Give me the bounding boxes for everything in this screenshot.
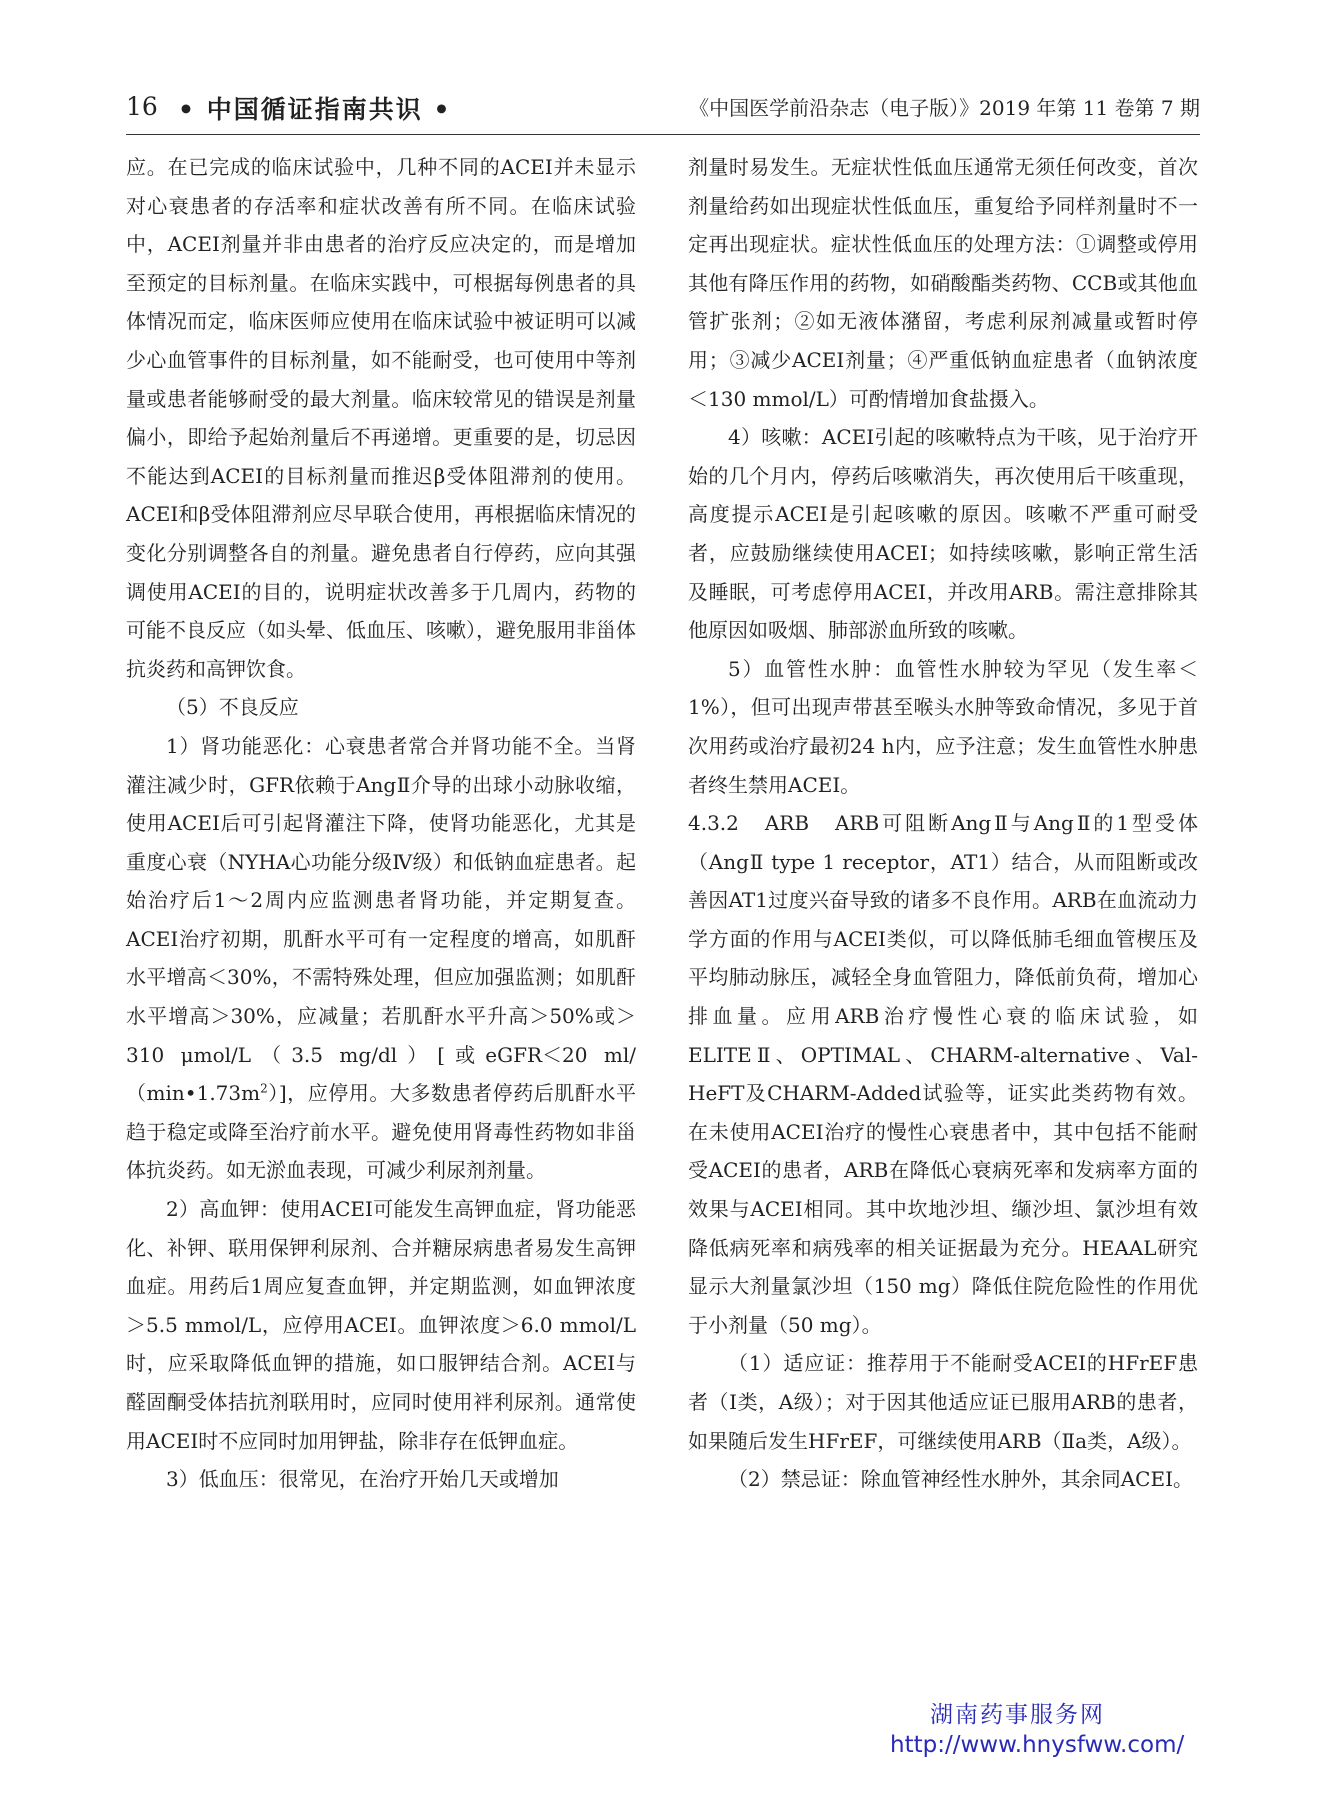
page-number: 16 — [126, 92, 158, 121]
series-title — [178, 90, 451, 126]
renal-text-tail: ）]，应停用。大多数患者停药后肌酐水平趋于稳定或降至治疗前水平。避免使用肾毒性药物如非甾体抗炎药。如无淤血表现，可减少利尿剂剂量。 — [126, 1081, 636, 1183]
journal-info: 《中国医学前沿杂志（电子版）》2019 年第 11 卷第 7 期 — [689, 96, 1200, 120]
adverse-reactions-heading: （5）不良反应 — [166, 695, 299, 720]
watermark-name: 湖南药事服务网 — [930, 1702, 1105, 1728]
renal-paragraph — [126, 727, 636, 1190]
cough-paragraph: 4）咳嗽：ACEI引起的咳嗽特点为干咳，见于治疗开始的几个月内，停药后咳嗽消失，再次使用后干咳重现，高度提示ACEI是引起咳嗽的原因。咳嗽不严重可耐受者，应鼓励继续使用ACEI；如持续咳嗽，影响正常生活及睡眠，可考虑停用ACEI，并改用ARB。需注意排除其他原因如吸烟、肺部淤血所致的咳嗽。 — [688, 425, 1198, 643]
header-dot-right: • — [433, 95, 452, 124]
hypotension-paragraph: 3）低血压：很常见，在治疗开始几天或增加 — [166, 1467, 559, 1492]
indications-paragraph: （1）适应证：推荐用于不能耐受ACEI的HFrEF患者（Ⅰ类，A级）；对于因其他适应证已服用ARB的患者，如果随后发生HFrEF，可继续使用ARB（Ⅱa类，A级）。 — [688, 1351, 1198, 1453]
running-header — [126, 92, 1200, 128]
header-rule — [126, 134, 1200, 135]
series-title-text: 中国循证指南共识 — [206, 95, 423, 124]
arb-section-paragraph: 4.3.2 ARB ARB可阻断AngⅡ与AngⅡ的1型受体（AngⅡ type 1 receptor，AT1）结合，从而阻断或改善因AT1过度兴奋导致的诸多不良作用。ARB在血流动力学方面的作用与ACEI类似，可以降低肺毛细血管楔压及平均肺动脉压，减轻全身血管阻力，降低前负荷，增加心排血量。应用ARB治疗慢性心衰的临床试验，如ELITEⅡ、OPTIMAL、CHARM-alternative、Val-HeFT及CHARM-Added试验等，证实此类药物有效。在未使用ACEI治疗的慢性心衰患者中，其中包括不能耐受ACEI的患者，ARB在降低心衰病死率和发病率方面的效果与ACEI相同。其中坎地沙坦、缬沙坦、氯沙坦有效降低病死率和病残率的相关证据最为充分。HEAAL研究显示大剂量氯沙坦（150 mg）降低住院危险性的作用优于小剂量（50 mg）。 — [688, 811, 1198, 1337]
left-paragraph-1: 应。在已完成的临床试验中，几种不同的ACEI并未显示对心衰患者的存活率和症状改善有所不同。在临床试验中，ACEI剂量并非由患者的治疗反应决定的，而是增加至预定的目标剂量。在临床实践中，可根据每例患者的具体情况而定，临床医师应使用在临床试验中被证明可以减少心血管事件的目标剂量，如不能耐受，也可使用中等剂量或患者能够耐受的最大剂量。临床较常见的错误是剂量偏小，即给予起始剂量后不再递增。更重要的是，切忌因不能达到ACEI的目标剂量而推迟β受体阻滞剂的使用。ACEI和β受体阻滞剂应尽早联合使用，再根据临床情况的变化分别调整各自的剂量。避免患者自行停药，应向其强调使用ACEI的目的，说明症状改善多于几周内，药物的可能不良反应（如头晕、低血压、咳嗽），避免服用非甾体抗炎药和高钾饮食。 — [126, 155, 636, 681]
right-paragraph-1: 剂量时易发生。无症状性低血压通常无须任何改变，首次剂量给药如出现症状性低血压，重复给予同样剂量时不一定再出现症状。症状性低血压的处理方法：①调整或停用其他有降压作用的药物，如硝酸酯类药物、CCB或其他血管扩张剂；②如无液体潴留，考虑利尿剂减量或暂时停用；③减少ACEI剂量；④严重低钠血症患者（血钠浓度＜130 mmol/L）可酌情增加食盐摄入。 — [688, 155, 1198, 411]
angioedema-paragraph: 5）血管性水肿：血管性水肿较为罕见（发生率＜1%），但可出现声带甚至喉头水肿等致命情况，多见于首次用药或治疗最初24 h内，应予注意；发生血管性水肿患者终生禁用ACEI。 — [688, 656, 1198, 797]
watermark — [890, 1700, 1210, 1760]
renal-text: 1）肾功能恶化：心衰患者常合并肾功能不全。当肾灌注减少时，GFR依赖于AngⅡ介导的出球小动脉收缩，使用ACEI后可引起肾灌注下降，使肾功能恶化，尤其是重度心衰（NYHA心功能分级Ⅳ级）和低钠血症患者。起始治疗后1～2周内应监测患者肾功能，并定期复查。ACEI治疗初期，肌酐水平可有一定程度的增高，如肌酐水平增高＜30%，不需特殊处理，但应加强监测；如肌酐水平增高＞30%，应减量；若肌酐水平升高＞50%或＞310 μmol/L（3.5 mg/dl）[或eGFR＜20 ml/（min•1.73m — [126, 733, 636, 1106]
left-column — [126, 148, 636, 1499]
superscript-2: 2 — [260, 1081, 268, 1096]
right-column — [688, 148, 1198, 1499]
hyperkalemia-paragraph: 2）高血钾：使用ACEI可能发生高钾血症，肾功能恶化、补钾、联用保钾利尿剂、合并糖尿病患者易发生高钾血症。用药后1周应复查血钾，并定期监测，如血钾浓度＞5.5 mmol/L，应停用ACEI。血钾浓度＞6.0 mmol/L时，应采取降低血钾的措施，如口服钾结合剂。ACEI与醛固酮受体拮抗剂联用时，应同时使用袢利尿剂。通常使用ACEI时不应同时加用钾盐，除非存在低钾血症。 — [126, 1197, 636, 1453]
header-dot-left: • — [178, 95, 196, 124]
contraindications-paragraph: （2）禁忌证：除血管神经性水肿外，其余同ACEI。 — [728, 1467, 1193, 1492]
watermark-url[interactable]: http://www.hnysfww.com/ — [890, 1732, 1185, 1758]
